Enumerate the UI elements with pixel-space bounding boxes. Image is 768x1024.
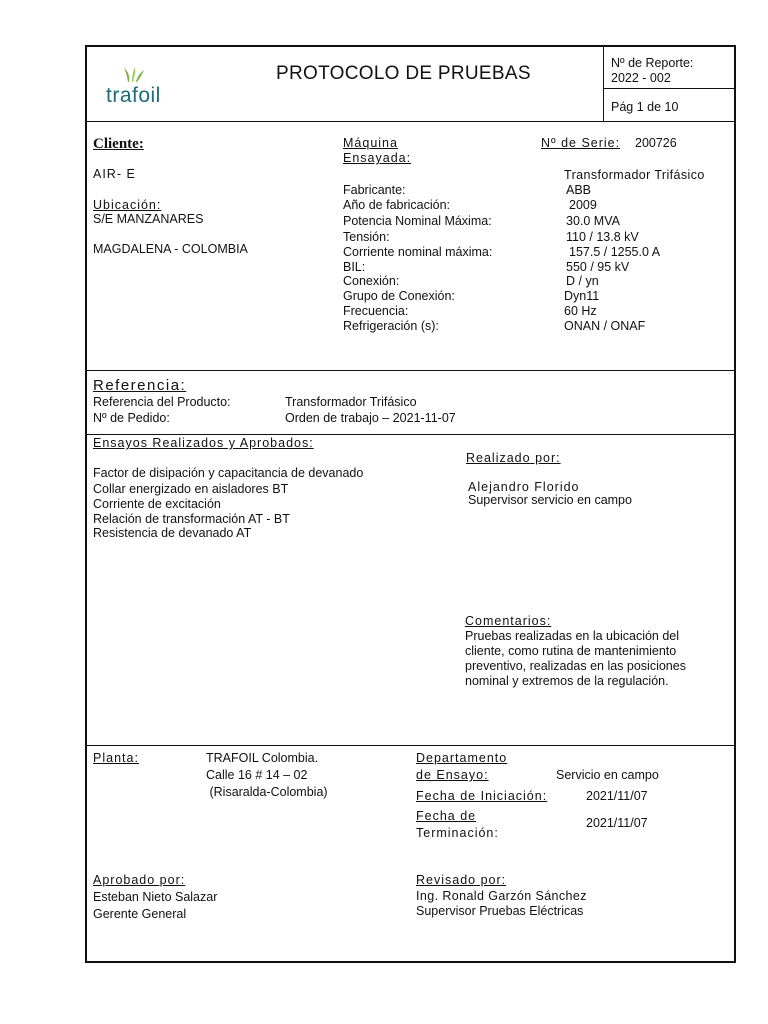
start-date-value: 2021/11/07 xyxy=(586,789,648,803)
spec-label: Tensión: xyxy=(343,230,390,244)
spec-value: ABB xyxy=(566,183,592,197)
tests-heading: Ensayos Realizados y Aprobados: xyxy=(93,436,314,450)
spec-value: Dyn11 xyxy=(564,289,600,303)
approved-by-role: Gerente General xyxy=(93,907,187,921)
spec-value: 30.0 MVA xyxy=(566,214,620,228)
spec-label: Refrigeración (s): xyxy=(343,319,439,333)
serial-label: Nº de Serie: xyxy=(541,136,621,150)
spec-label: Corriente nominal máxima: xyxy=(343,245,493,259)
spec-label: Frecuencia: xyxy=(343,304,409,318)
test-item: Collar energizado en aisladores BT xyxy=(93,482,289,496)
plant-label: Planta: xyxy=(93,751,139,765)
end-date-label-line1: Fecha de xyxy=(416,809,477,823)
performed-by-name: Alejandro Florido xyxy=(468,480,580,494)
machine-heading-line1: Máquina xyxy=(343,136,398,150)
department-label-line1: Departamento xyxy=(416,751,508,765)
spec-value: 2009 xyxy=(569,198,597,212)
section-line-planta xyxy=(85,745,736,746)
header-divider-left xyxy=(603,46,604,121)
order-number-value: Orden de trabajo – 2021-11-07 xyxy=(285,411,456,425)
comment-line: Pruebas realizadas en la ubicación del xyxy=(465,629,680,643)
product-reference-label: Referencia del Producto: xyxy=(93,395,231,409)
plant-line: TRAFOIL Colombia. xyxy=(206,751,319,765)
spec-value: 157.5 / 1255.0 A xyxy=(569,245,661,259)
spec-value: D / yn xyxy=(566,274,599,288)
location-value: S/E MANZANARES xyxy=(93,212,204,226)
performed-by-label: Realizado por: xyxy=(466,451,561,465)
reviewed-by-name: Ing. Ronald Garzón Sánchez xyxy=(416,889,587,903)
report-number-label: Nº de Reporte: xyxy=(611,56,694,70)
approved-by-name: Esteban Nieto Salazar xyxy=(93,890,218,904)
comment-line: nominal y extremos de la regulación. xyxy=(465,674,669,688)
reviewed-by-label: Revisado por: xyxy=(416,873,507,887)
spec-label: Grupo de Conexión: xyxy=(343,289,455,303)
spec-value: 60 Hz xyxy=(564,304,597,318)
page-title: PROTOCOLO DE PRUEBAS xyxy=(276,63,531,84)
plant-line: (Risaralda-Colombia) xyxy=(206,785,328,799)
department-label-line2: de Ensayo: xyxy=(416,768,489,782)
spec-value: ONAN / ONAF xyxy=(564,319,646,333)
section-line-ensayos xyxy=(85,434,736,435)
client-heading: Cliente: xyxy=(93,136,144,152)
comment-line: cliente, como rutina de mantenimiento xyxy=(465,644,677,658)
header-bottom-line xyxy=(85,121,736,122)
header-divider-mid xyxy=(603,88,736,89)
spec-label: Potencia Nominal Máxima: xyxy=(343,214,492,228)
reference-heading: Referencia: xyxy=(93,377,187,394)
spec-value: 110 / 13.8 kV xyxy=(566,230,639,244)
location-label: Ubicación: xyxy=(93,198,162,212)
serial-value: 200726 xyxy=(635,136,677,150)
client-name: AIR- E xyxy=(93,167,136,181)
machine-type: Transformador Trifásico xyxy=(564,168,705,182)
product-reference-value: Transformador Trifásico xyxy=(285,395,417,409)
start-date-label: Fecha de Iniciación: xyxy=(416,789,548,803)
spec-label: BIL: xyxy=(343,260,366,274)
spec-label: Fabricante: xyxy=(343,183,406,197)
performed-by-role: Supervisor servicio en campo xyxy=(468,493,632,507)
order-number-label: Nº de Pedido: xyxy=(93,411,170,425)
test-item: Resistencia de devanado AT xyxy=(93,526,252,540)
test-item: Relación de transformación AT - BT xyxy=(93,512,290,526)
report-number: 2022 - 002 xyxy=(611,71,671,85)
end-date-value: 2021/11/07 xyxy=(586,816,648,830)
spec-value: 550 / 95 kV xyxy=(566,260,630,274)
approved-by-label: Aprobado por: xyxy=(93,873,186,887)
comment-line: preventivo, realizadas en las posiciones xyxy=(465,659,686,673)
comments-label: Comentarios: xyxy=(465,614,552,628)
plant-line: Calle 16 # 14 – 02 xyxy=(206,768,308,782)
test-item: Factor de disipación y capacitancia de devanado xyxy=(93,466,364,480)
reviewed-by-role: Supervisor Pruebas Eléctricas xyxy=(416,904,584,918)
end-date-label-line2: Terminación: xyxy=(416,826,499,840)
page-indicator: Pág 1 de 10 xyxy=(611,100,679,114)
section-line-referencia xyxy=(85,370,736,371)
leaf-icon xyxy=(123,66,145,84)
spec-label: Año de fabricación: xyxy=(343,198,451,212)
logo-wordmark: trafoil xyxy=(106,84,161,107)
region-value: MAGDALENA - COLOMBIA xyxy=(93,242,248,256)
department-value: Servicio en campo xyxy=(556,768,659,782)
machine-heading-line2: Ensayada: xyxy=(343,151,412,165)
test-item: Corriente de excitación xyxy=(93,497,221,511)
spec-label: Conexión: xyxy=(343,274,400,288)
